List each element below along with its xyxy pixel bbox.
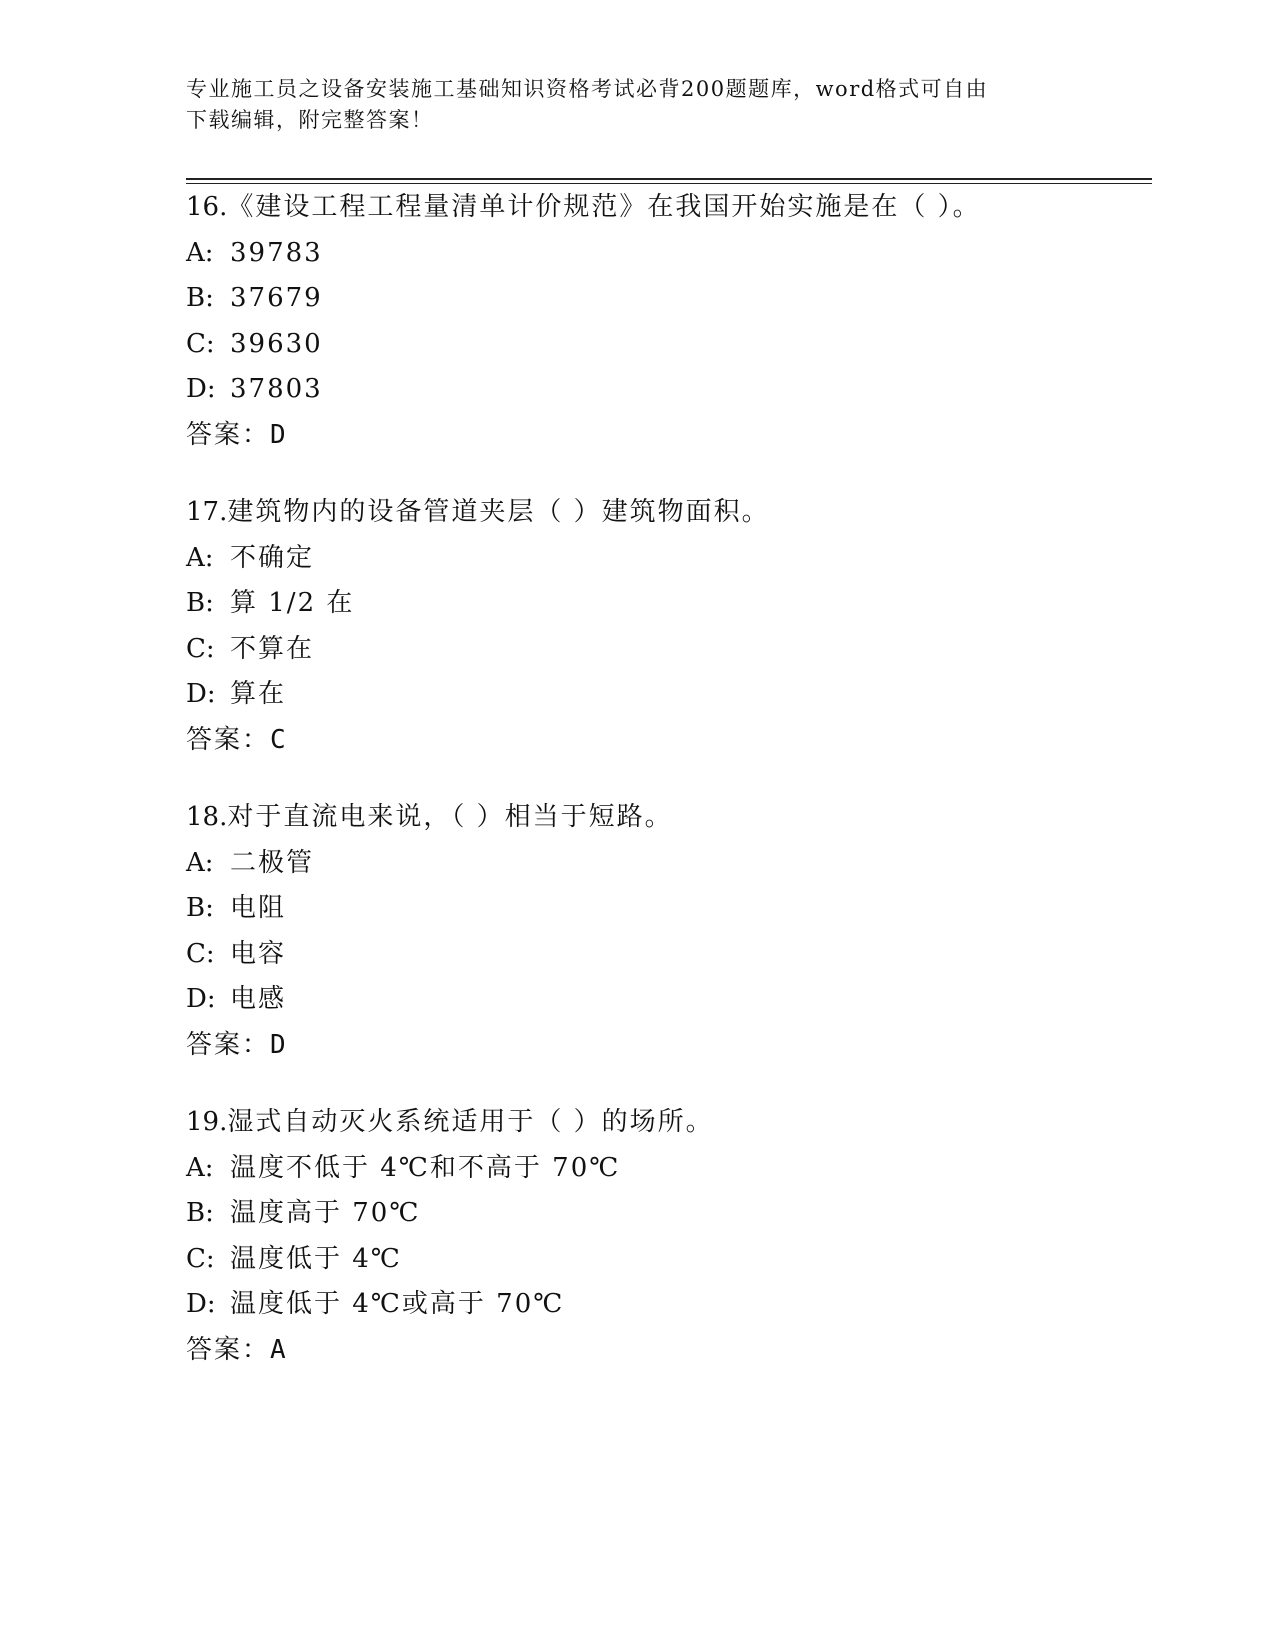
answer-label: 答案： (186, 419, 271, 450)
option-c (186, 1237, 1146, 1283)
answer-line (186, 413, 1146, 459)
option-text: 二极管 (230, 847, 315, 878)
question-block (186, 490, 1146, 763)
option-a (186, 1146, 1146, 1192)
option-text: 37803 (230, 374, 323, 404)
option-text: 温度低于 4℃ (230, 1243, 402, 1274)
option-text: 39783 (230, 237, 323, 268)
question-text: 《建设工程工程量清单计价规范》在我国开始实施是在（ ）。 (227, 192, 981, 222)
document-header (186, 74, 1066, 136)
option-b (186, 1191, 1146, 1237)
option-d (186, 1282, 1146, 1328)
header-divider-thick (186, 178, 1152, 180)
option-letter: D: (186, 374, 216, 404)
option-letter: B: (186, 588, 214, 618)
option-text: 电阻 (230, 893, 287, 923)
option-text: 算 1/2 在 (230, 588, 355, 618)
question-text: 建筑物内的设备管道夹层（ ）建筑物面积。 (227, 497, 770, 527)
option-c (186, 627, 1146, 673)
option-text: 37679 (230, 283, 323, 313)
answer-value: C (270, 724, 288, 755)
option-letter: D: (186, 679, 216, 709)
question-stem (186, 1100, 1146, 1146)
option-text: 39630 (230, 328, 323, 359)
option-letter: A: (186, 1152, 214, 1183)
answer-label: 答案： (186, 1029, 271, 1060)
option-text: 不确定 (230, 542, 315, 573)
option-a (186, 536, 1146, 582)
option-b (186, 886, 1146, 932)
answer-label: 答案： (186, 1334, 271, 1365)
option-d (186, 977, 1146, 1023)
option-letter: C: (186, 328, 215, 359)
question-stem (186, 490, 1146, 536)
option-letter: A: (186, 237, 214, 268)
question-number: 19. (186, 1107, 228, 1137)
answer-value: D (270, 1029, 288, 1060)
option-letter: B: (186, 1198, 214, 1228)
answer-value: D (270, 419, 288, 450)
option-b (186, 581, 1146, 627)
option-text: 算在 (230, 679, 287, 709)
question-block (186, 185, 1146, 458)
option-letter: D: (186, 1289, 216, 1319)
question-number: 18. (186, 802, 228, 832)
option-text: 不算在 (230, 633, 315, 664)
option-letter: A: (186, 542, 214, 573)
question-block (186, 1100, 1146, 1373)
option-b (186, 276, 1146, 322)
answer-line (186, 718, 1146, 764)
question-stem (186, 185, 1146, 231)
answer-line (186, 1023, 1146, 1069)
option-text: 温度高于 70℃ (230, 1198, 421, 1228)
question-block (186, 795, 1146, 1068)
question-number: 16. (186, 192, 228, 222)
option-letter: D: (186, 984, 216, 1014)
option-letter: A: (186, 847, 214, 878)
option-a (186, 231, 1146, 277)
option-d (186, 672, 1146, 718)
option-text: 电容 (230, 938, 287, 969)
header-line-1: 专业施工员之设备安装施工基础知识资格考试必背200题题库，word格式可自由 (186, 77, 989, 101)
option-c (186, 322, 1146, 368)
option-text: 电感 (230, 984, 287, 1014)
option-text: 温度不低于 4℃和不高于 70℃ (230, 1152, 621, 1183)
answer-label: 答案： (186, 724, 271, 755)
question-stem (186, 795, 1146, 841)
option-d (186, 367, 1146, 413)
option-letter: B: (186, 893, 214, 923)
option-text: 温度低于 4℃或高于 70℃ (230, 1289, 565, 1319)
question-number: 17. (186, 497, 228, 527)
answer-value: A (270, 1334, 288, 1365)
option-letter: C: (186, 938, 215, 969)
header-divider-thin (186, 183, 1152, 184)
option-c (186, 932, 1146, 978)
option-a (186, 841, 1146, 887)
question-text: 对于直流电来说，（ ）相当于短路。 (227, 802, 673, 832)
option-letter: B: (186, 283, 214, 313)
question-text: 湿式自动灭火系统适用于（ ）的场所。 (227, 1107, 714, 1137)
option-letter: C: (186, 1243, 215, 1274)
header-line-2: 下载编辑，附完整答案！ (186, 108, 434, 132)
answer-line (186, 1328, 1146, 1374)
option-letter: C: (186, 633, 215, 664)
